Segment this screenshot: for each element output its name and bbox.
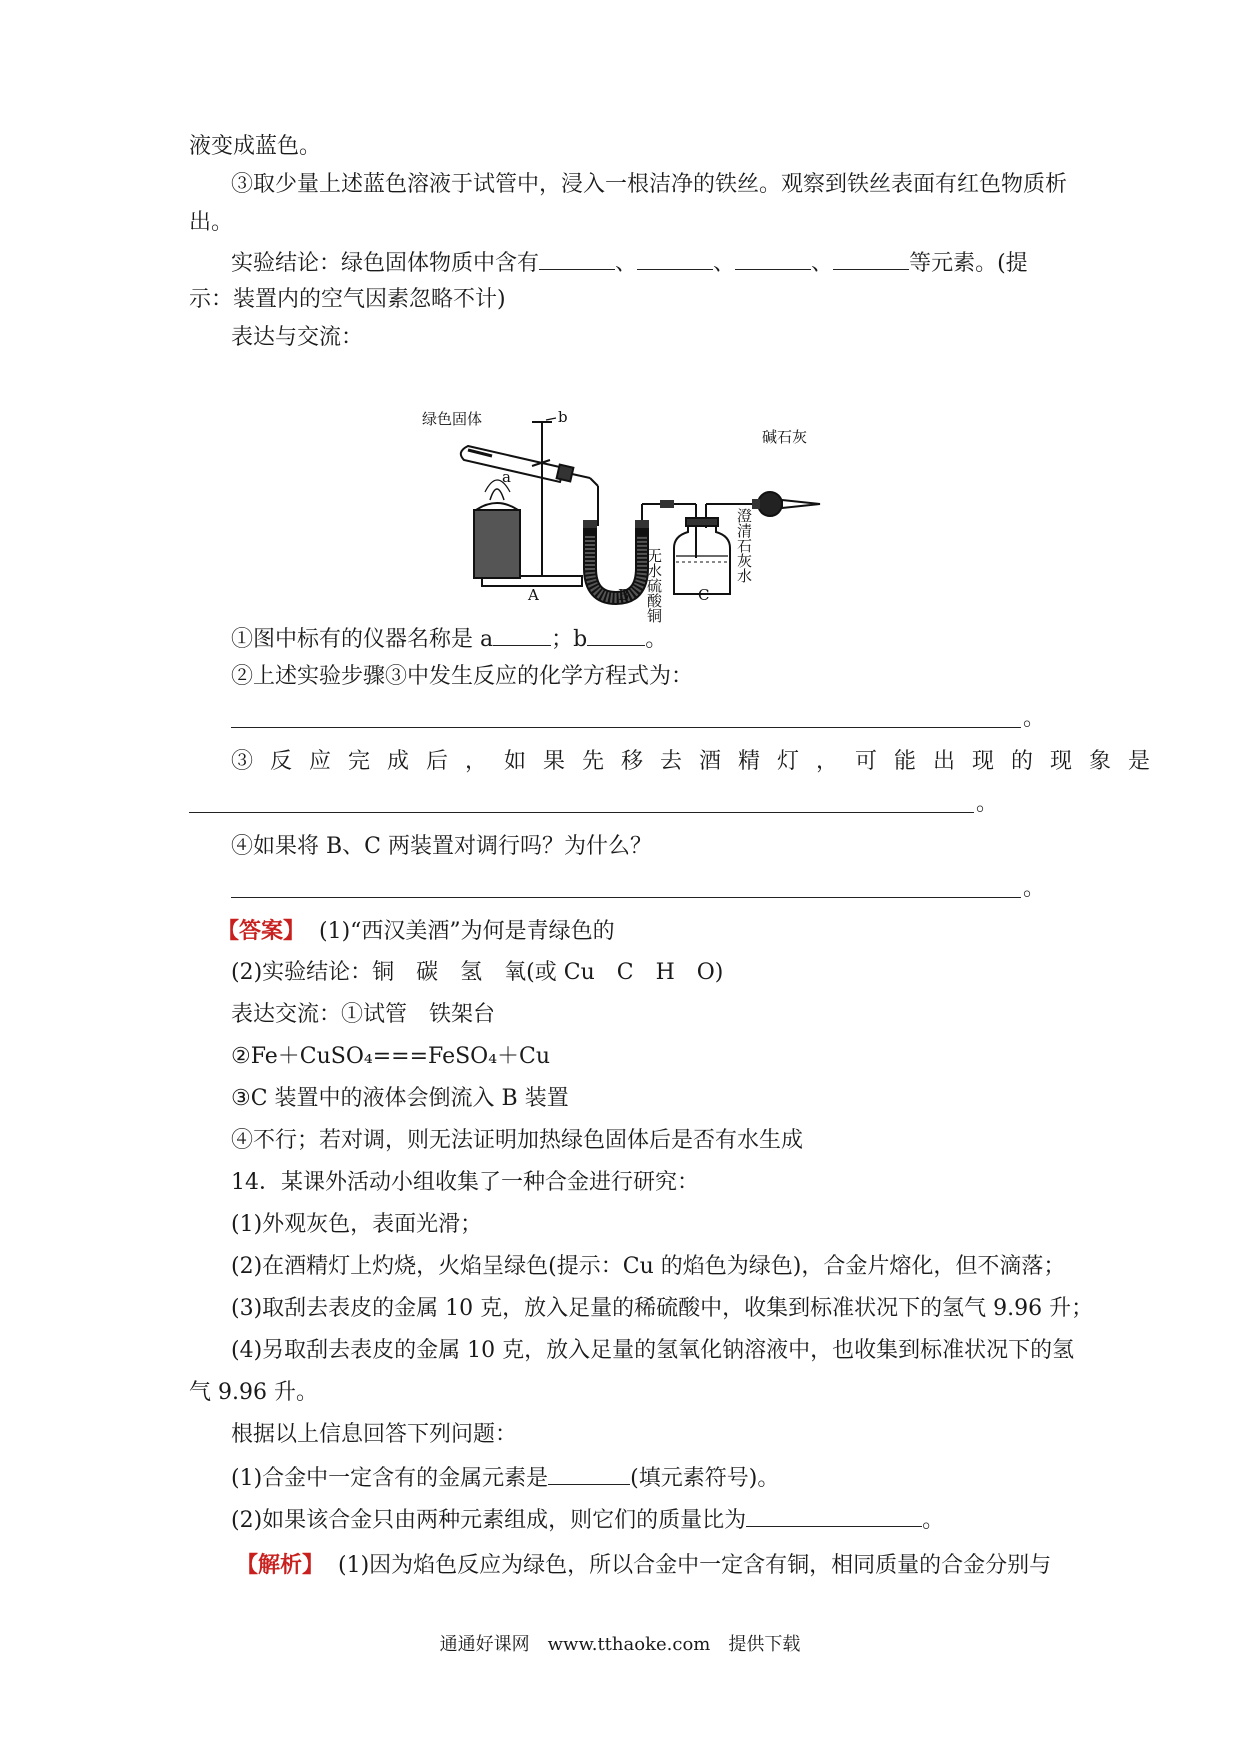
period: 。: [1023, 706, 1046, 731]
conclusion-prefix: 实验结论：绿色固体物质中含有: [231, 251, 540, 276]
paragraph: 表达与交流：: [231, 325, 364, 350]
conclusion-line: [231, 247, 1028, 279]
question-14-step-2: (2)在酒精灯上灼烧，火焰呈绿色(提示：Cu 的焰色为绿色)，合金片熔化，但不滴落；: [231, 1254, 1066, 1279]
question-3: ③反应完成后，如果先移去酒精灯，可能出现的现象是: [231, 749, 1168, 774]
label-green-solid: 绿色固体: [422, 410, 483, 428]
question-1: [231, 623, 667, 655]
question-4: ④如果将 B、C 两装置对调行吗？为什么？: [231, 834, 652, 859]
paragraph: 液变成蓝色。: [189, 134, 322, 159]
apparatus-figure: [422, 408, 820, 623]
answer-line-5: ③C 装置中的液体会倒流入 B 装置: [231, 1086, 569, 1111]
separator: 、: [615, 251, 638, 276]
answer-blank: [833, 247, 909, 270]
answer-tag: 【答案】: [217, 918, 306, 944]
answer-line: [231, 897, 1021, 898]
question-14-step-1: (1)外观灰色，表面光滑；: [231, 1212, 483, 1237]
question-14-step-3: (3)取刮去表皮的金属 10 克，放入足量的稀硫酸中，收集到标准状况下的氢气 9.96 升；: [231, 1296, 1094, 1321]
question-14-ask: 根据以上信息回答下列问题：: [231, 1422, 518, 1447]
answer-blank: [746, 1504, 922, 1527]
drying-tube: [752, 492, 820, 516]
question-text: (填元素符号)。: [630, 1466, 780, 1491]
label-B: B: [618, 586, 630, 604]
separator: 、: [811, 251, 834, 276]
label-soda-lime: 碱石灰: [762, 428, 808, 446]
question-text: 。: [645, 627, 668, 652]
analysis-line: [236, 1550, 1051, 1581]
label-A: A: [528, 586, 539, 604]
question-text: (2)如果该合金只由两种元素组成，则它们的质量比为: [231, 1508, 747, 1533]
label-a: a: [502, 468, 511, 486]
u-tube: [583, 520, 649, 598]
label-anhydrous-copper-sulfate: 无水硫酸铜: [645, 548, 663, 623]
label-C: C: [698, 586, 710, 604]
answer-blank: [735, 247, 811, 270]
paragraph: 出。: [189, 210, 234, 235]
label-limewater: 澄清石灰水: [735, 508, 753, 583]
answer-text: (1)“西汉美酒”为何是青绿色的: [319, 919, 615, 944]
paragraph: 示：装置内的空气因素忽略不计): [189, 287, 506, 312]
question-2: ②上述实验步骤③中发生反应的化学方程式为：: [231, 664, 694, 689]
answer-line: [231, 727, 1021, 728]
answer-line-2: (2)实验结论：铜 碳 氢 氧(或 Cu C H O): [231, 960, 724, 985]
gas-bottle: [674, 518, 730, 594]
page-footer: 通通好课网 www.tthaoke.com 提供下载: [439, 1634, 801, 1655]
alcohol-lamp: [474, 480, 520, 578]
separator: 、: [713, 251, 736, 276]
conclusion-suffix: 等元素。(提: [909, 251, 1028, 276]
question-14-part-2: [231, 1504, 944, 1536]
question-text: ；b: [551, 627, 588, 652]
answer-blank: [493, 623, 551, 646]
paragraph: ③取少量上述蓝色溶液于试管中，浸入一根洁净的铁丝。观察到铁丝表面有红色物质析: [231, 172, 1068, 197]
question-14-step-4-cont: 气 9.96 升。: [189, 1380, 318, 1405]
answer-blank: [637, 247, 713, 270]
answer-header: [217, 916, 615, 947]
period: 。: [976, 791, 999, 816]
answer-line-3: 表达交流：①试管 铁架台: [231, 1002, 496, 1027]
question-text: ①图中标有的仪器名称是 a: [231, 627, 494, 652]
answer-line: [189, 812, 974, 813]
question-text: (1)合金中一定含有的金属元素是: [231, 1466, 549, 1491]
answer-line-4: ②Fe＋CuSO₄===FeSO₄＋Cu: [231, 1044, 551, 1069]
analysis-tag: 【解析】: [236, 1552, 325, 1578]
answer-blank: [548, 1462, 630, 1485]
question-text: 。: [922, 1508, 945, 1533]
answer-blank: [587, 623, 645, 646]
question-14-step-4: (4)另取刮去表皮的金属 10 克，放入足量的氢氧化钠溶液中，也收集到标准状况下的氢: [231, 1338, 1075, 1363]
answer-line-6: ④不行；若对调，则无法证明加热绿色固体后是否有水生成: [231, 1128, 804, 1153]
question-14-part-1: [231, 1462, 779, 1494]
question-14-title: 14．某课外活动小组收集了一种合金进行研究：: [231, 1170, 699, 1195]
answer-blank: [539, 247, 615, 270]
analysis-text: (1)因为焰色反应为绿色，所以合金中一定含有铜，相同质量的合金分别与: [338, 1553, 1052, 1578]
period: 。: [1023, 876, 1046, 901]
label-b: b: [558, 408, 568, 426]
